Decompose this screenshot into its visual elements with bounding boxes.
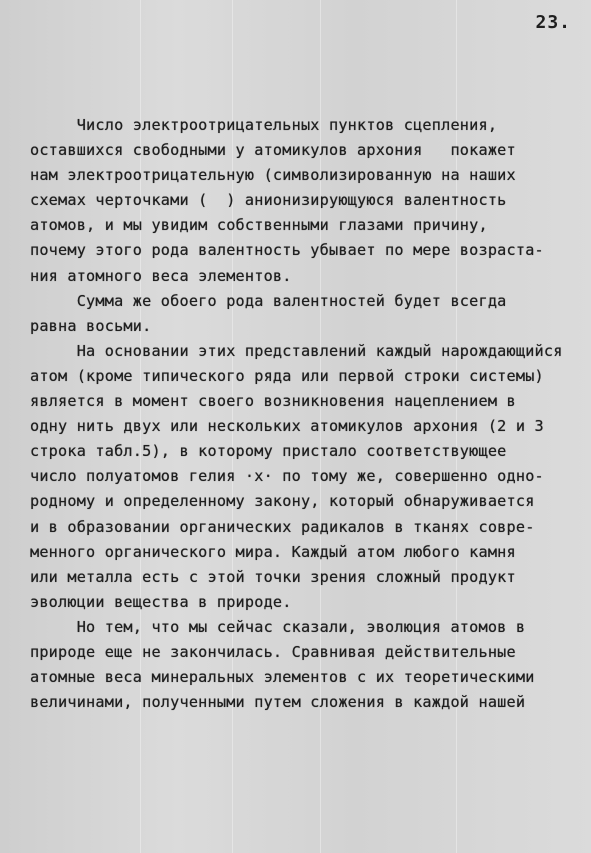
text-line: строка табл.5), в которому пристало соответствующее <box>30 442 507 461</box>
text-line: Число электроотрицательных пунктов сцепления, <box>30 116 498 134</box>
text-line: число полуатомов гелия ·x· по тому же, совершенно одно- <box>30 467 544 486</box>
text-line: атом (кроме типического ряда или первой строки системы) <box>30 366 544 385</box>
text-line: природе еще не закончилась. Сравнивая действительные <box>30 642 516 661</box>
text-line: Но тем, что мы сейчас сказали, эволюция атомов в <box>30 617 526 636</box>
text-line: ния атомного веса элементов. <box>30 266 292 285</box>
text-line: величинами, полученными путем сложения в каждой нашей <box>30 693 526 712</box>
text-line: почему этого рода валентность убывает по мере возраста- <box>30 241 544 260</box>
text-line: или металла есть с этой точки зрения сложный продукт <box>30 567 516 586</box>
text-line: эволюции вещества в природе. <box>30 592 292 611</box>
text-line: атомов, и мы увидим собственными глазами причину, <box>30 216 488 235</box>
text-line: является в момент своего возникновения нацеплением в <box>30 392 516 411</box>
text-line: На основании этих представлений каждый нарождающийся <box>30 341 563 360</box>
text-line: атомные веса минеральных элементов с их теоретическими <box>30 668 535 687</box>
text-line: равна восьми. <box>30 316 152 335</box>
text-line: нам электроотрицательную (символизированную на наших <box>30 166 516 185</box>
text-line: схемах черточками ( ) анионизирующуюся валентность <box>30 191 507 210</box>
page-number: 23. <box>535 12 571 33</box>
text-line: менного органического мира. Каждый атом любого камня <box>30 542 516 561</box>
body-text <box>30 113 575 715</box>
text-line: Сумма же обоего рода валентностей будет всегда <box>30 291 507 310</box>
text-line: одну нить двух или нескольких атомикулов архония (2 и 3 <box>30 417 544 436</box>
text-line: оставшихся свободными у атомикулов архония покажет <box>30 141 516 160</box>
text-line: и в образовании органических радикалов в тканях совре- <box>30 517 535 536</box>
text-line: родному и определенному закону, который обнаруживается <box>30 492 535 511</box>
